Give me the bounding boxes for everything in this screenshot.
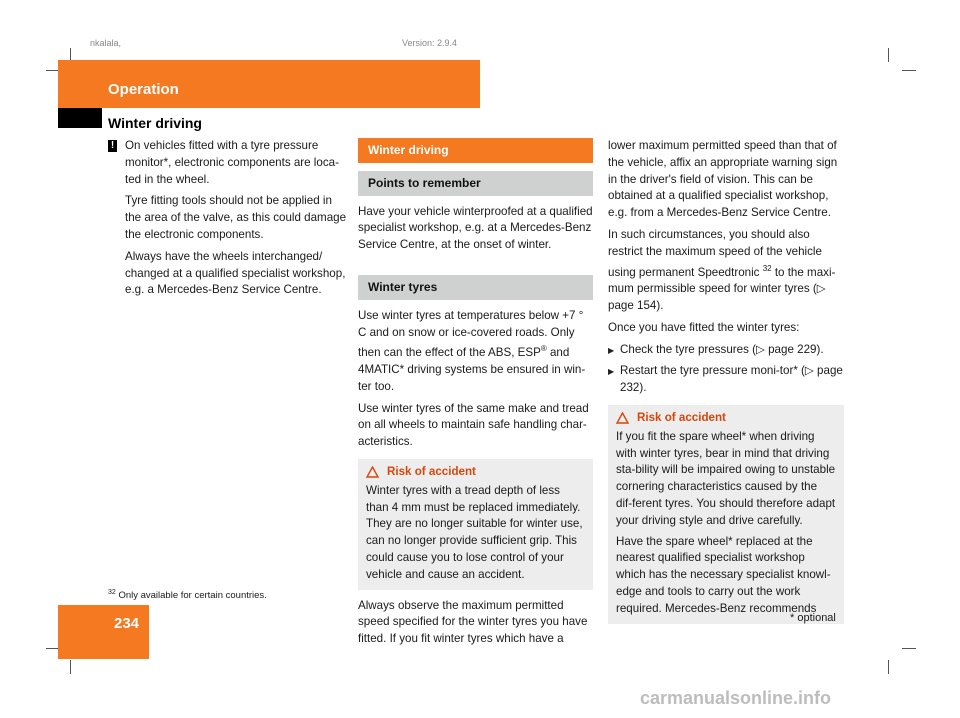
warning-heading: Risk of accident: [366, 464, 585, 481]
warning-triangle-icon: [366, 466, 379, 478]
bullet-arrow-icon: ▶: [608, 367, 615, 377]
footnote: $^{32}$ Only available for certain countries.: [108, 589, 267, 602]
paragraph: Always observe the maximum permitted speed specified for the winter tyres you have fitted. If you fit winter tyres which have a: [358, 598, 588, 646]
warning-text: Have the spare wheel* replaced at the nearest qualified specialist workshop which has the necessary specialist knowl-edge and tools to carry out the work required. Mercedes-Benz recommends: [616, 534, 831, 615]
paragraph: In such circumstances, you should also restrict the maximum speed of the vehicle using permanent Speedtronic $^{32}$ to the maxi-mum permissible speed for winter tyres (▷ page 154).: [608, 227, 836, 313]
page-reference[interactable]: ▷ page 154: [608, 282, 826, 313]
note-text: On vehicles fitted with a tyre pressure monitor*, electronic components are loca-ted in the wheel.: [125, 139, 339, 186]
heading-points-to-remember: Points to remember: [358, 171, 593, 196]
list-item: ▶ Check the tyre pressures (▷ page 229).: [608, 342, 844, 360]
page-reference[interactable]: ▷ page 229: [755, 342, 817, 356]
chapter-title: Winter driving: [108, 115, 202, 131]
crop-mark: [902, 648, 916, 649]
bullet-arrow-icon: ▶: [608, 345, 615, 355]
note-block: [108, 138, 348, 304]
paragraph: Use winter tyres at temperatures below +7 ° C and on snow or ice-covered roads. Only then can the effect of the ABS, ESP® and 4MATIC* driving systems be ensured in win-ter too.: [358, 308, 586, 393]
column-3: [608, 138, 844, 632]
column-2: [358, 138, 593, 653]
heading-winter-driving: Winter driving: [358, 138, 593, 163]
page-number: 234: [114, 615, 140, 632]
paragraph: lower maximum permitted speed than that of the vehicle, affix an appropriate warning sign in the driver's field of vision. This can be obtained at a qualified specialist workshop, e.g. from a Mercedes-Benz Service Centre.: [608, 139, 838, 220]
paragraph: Use winter tyres of the same make and tread on all wheels to maintain safe handling char-acteristics.: [358, 401, 589, 449]
heading-winter-tyres: Winter tyres: [358, 275, 593, 300]
crop-mark: [888, 48, 889, 62]
paragraph: Have your vehicle winterproofed at a qualified specialist workshop, e.g. at a Mercedes-Benz Service Centre, at the onset of winter.: [358, 204, 593, 252]
warning-triangle-icon: [616, 412, 629, 424]
warning-box: [358, 459, 593, 590]
print-meta-right: Version: 2.9.4: [402, 38, 458, 48]
chapter-tab: [58, 108, 102, 128]
note-text: Tyre fitting tools should not be applied in the area of the valve, as this could damage the electronic components.: [125, 194, 347, 241]
exclamation-icon: !: [108, 140, 117, 152]
warning-text: Winter tyres with a tread depth of less than 4 mm must be replaced immediately. They are no longer suitable for winter use, can no longer provide sufficient grip. This could cause you to lose control of your vehicle and cause an accident.: [366, 483, 583, 581]
warning-heading: Risk of accident: [616, 410, 836, 427]
print-meta-left: nkalala,: [90, 38, 122, 48]
crop-mark: [70, 660, 71, 674]
warning-box: [608, 405, 844, 624]
paragraph: Once you have fitted the winter tyres:: [608, 320, 800, 334]
column-1: [108, 138, 348, 304]
page-reference[interactable]: ▷ page 232: [620, 364, 843, 395]
list-item: ▶ Restart the tyre pressure moni-tor* (▷ page 232).: [608, 363, 844, 397]
watermark: carmanualsonline.info: [640, 688, 832, 708]
note-text: Always have the wheels interchanged/ changed at a qualified specialist workshop, e.g. a Mercedes-Benz Service Centre.: [125, 249, 346, 297]
page-number-box: [58, 605, 149, 659]
crop-mark: [888, 660, 889, 674]
section-title: Operation: [108, 81, 179, 98]
optional-note: * optional: [790, 612, 836, 624]
crop-mark: [902, 70, 916, 71]
warning-text: If you fit the spare wheel* when driving with winter tyres, bear in mind that driving sta-bility will be impaired owing to unstable cornering characteristics caused by the dif-ferent tyres. You should therefore adapt your driving style and drive carefully.: [616, 429, 836, 527]
